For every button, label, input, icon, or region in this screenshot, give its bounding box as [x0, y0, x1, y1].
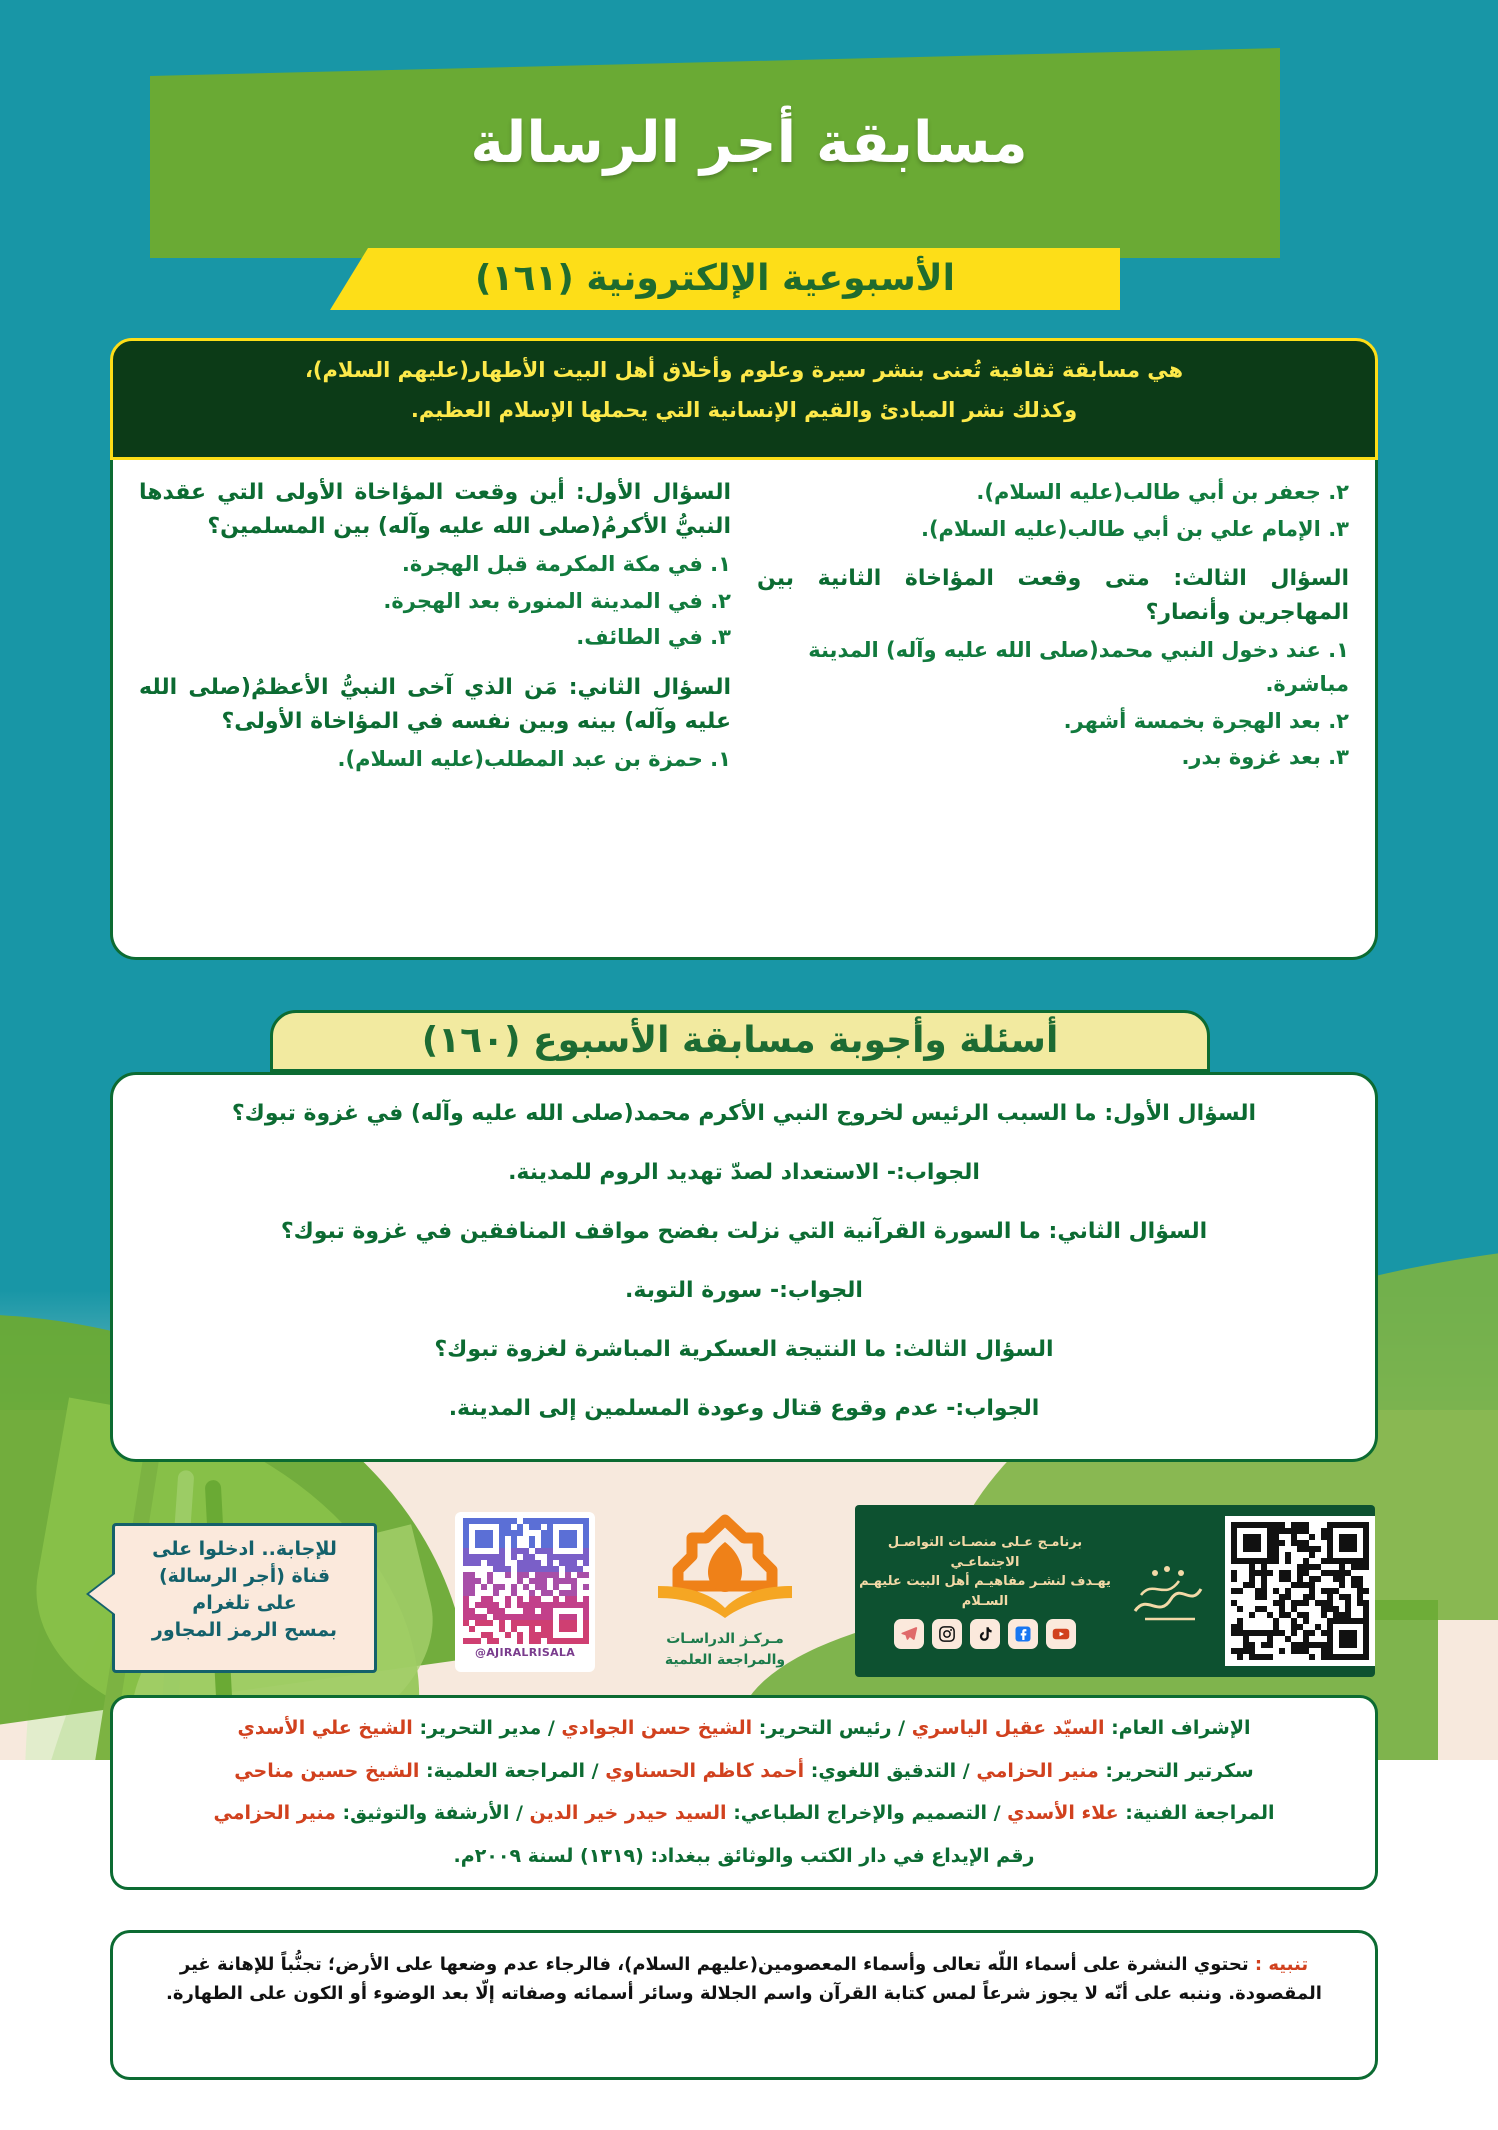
- youtube-icon[interactable]: [1046, 1619, 1076, 1649]
- logo-caption-1: مـركـز الدراسـات: [666, 1631, 784, 1647]
- credit-1-name-2: الشيخ حسن الجوادي: [561, 1717, 753, 1739]
- notice-label: تنبيه :: [1254, 1954, 1309, 1975]
- answer-item-5: السؤال الثالث: ما النتيجة العسكرية المباشرة لغزوة تبوك؟: [434, 1337, 1054, 1362]
- answer-item-3: السؤال الثاني: ما السورة القرآنية التي نزلت بفضح مواقف المنافقين في غزوة تبوك؟: [280, 1219, 1208, 1244]
- q1-title: السؤال الأول: أين وقعت المؤاخاة الأولى التي عقدها النبيُّ الأكرمُ(صلى الله عليه وآله) بين المسلمين؟: [139, 480, 731, 540]
- question-3: [757, 562, 1349, 775]
- credit-line-2: [141, 1757, 1347, 1786]
- credit-2-name-3: الشيخ حسين مناحي: [234, 1759, 420, 1782]
- answer-item-1: السؤال الأول: ما السبب الرئيس لخروج النبي الأكرم محمد(صلى الله عليه وآله) في غزوة تبوك؟: [231, 1101, 1257, 1126]
- intro-line-1: هي مسابقة ثقافية تُعنى بنشر سيرة وعلوم وأخلاق أهل البيت الأطهار(عليهم السلام)،: [304, 358, 1184, 382]
- notice-text-1: تحتوي النشرة على أسماء اللّه تعالى وأسماء المعصومين(عليهم السلام)، فالرجاء عدم وضعها على الأرض؛ تجنُّباً للإهانة غير: [179, 1954, 1249, 1975]
- question-2: [139, 671, 731, 777]
- q2-options-continued: [757, 476, 1349, 546]
- facebook-icon[interactable]: [1008, 1619, 1038, 1649]
- study-center-logo-icon: [640, 1512, 810, 1624]
- credit-2-label: سكرتير التحرير:: [1105, 1759, 1254, 1782]
- deposit-number-line: رقم الإيداع في دار الكتب والوثائق ببغداد: (١٣١٩) لسنة ٢٠٠٩م.: [453, 1844, 1035, 1867]
- credit-1-mid-2: / مدير التحرير:: [419, 1717, 555, 1739]
- questions-column-left: [757, 476, 1349, 939]
- telegram-qr-card[interactable]: [455, 1512, 595, 1672]
- q2-title: السؤال الثاني: مَن الذي آخى النبيُّ الأعظمُ(صلى الله عليه وآله) بينه وبين نفسه في المؤاخاة الأولى؟: [139, 674, 731, 735]
- qr-code-icon[interactable]: [463, 1518, 589, 1644]
- callout-line-1: للإجابة.. ادخلوا على: [152, 1538, 337, 1560]
- answers-banner-title: أسئلة وأجوبة مسابقة الأسبوع (١٦٠): [421, 1020, 1059, 1061]
- logo-caption-2: والمراجعة العلمية: [664, 1651, 786, 1668]
- q1-option-3: ٣. في الطائف.: [576, 625, 731, 650]
- callout-line-2: قناة (أجر الرسالة): [158, 1564, 331, 1587]
- credit-1-name-3: الشيخ علي الأسدي: [237, 1717, 413, 1739]
- answers-box: [110, 1072, 1378, 1462]
- telegram-callout: [112, 1523, 377, 1673]
- q1-option-2: ٢. في المدينة المنورة بعد الهجرة.: [383, 588, 731, 613]
- q3-title: السؤال الثالث: متى وقعت المؤاخاة الثانية بين المهاجرين وأنصار؟: [757, 566, 1349, 626]
- notice-box: [110, 1930, 1378, 2080]
- credit-line-3: [141, 1799, 1347, 1828]
- issue-subtitle: الأسبوعية الإلكترونية (١٦١): [475, 258, 955, 299]
- question-1: [139, 476, 731, 655]
- credit-2-name-1: منير الحزامي: [976, 1759, 1099, 1782]
- credit-2-mid-2: / المراجعة العلمية:: [426, 1759, 599, 1782]
- credit-3-name-3: منير الحزامي: [213, 1802, 336, 1824]
- questions-columns: [139, 476, 1349, 939]
- credits-box: [110, 1695, 1378, 1890]
- q2-option-2: ٢. جعفر بن أبي طالب(عليه السلام).: [976, 480, 1349, 504]
- strip-text-line-2: يهـدف لنشـر مفاهيـم أهل البيت عليهـم السـلام: [859, 1574, 1111, 1609]
- callout-line-4: بمسح الرمز المجاور: [151, 1618, 338, 1641]
- questions-box: [110, 460, 1378, 960]
- credit-3-name-2: السيد حيدر خير الدين: [529, 1802, 727, 1824]
- credit-2-mid-1: / التدقيق اللغوي:: [810, 1759, 970, 1782]
- credit-3-mid-2: / الأرشفة والتوثيق:: [342, 1802, 523, 1824]
- instagram-icon[interactable]: [932, 1619, 962, 1649]
- credit-2-name-2: أحمد كاظم الحسناوي: [605, 1759, 805, 1782]
- q3-option-1: ١. عند دخول النبي محمد(صلى الله عليه وآله) المدينة مباشرة.: [808, 638, 1349, 696]
- credit-3-name-1: علاء الأسدي: [1007, 1802, 1119, 1824]
- strip-text-line-1: برنامـج عـلى منصـات التواصـل الاجتماعـي: [887, 1535, 1083, 1570]
- telegram-handle: @AJIRALRISALA: [474, 1646, 576, 1659]
- q3-option-2: ٢. بعد الهجرة بخمسة أشهر.: [1063, 708, 1349, 733]
- program-qr-card[interactable]: [1225, 1516, 1375, 1666]
- callout-line-3: على تلغرام: [192, 1591, 297, 1614]
- answer-item-4: الجواب:- سورة التوبة.: [625, 1278, 863, 1303]
- credit-3-mid-1: / التصميم والإخراج الطباعي:: [733, 1802, 1001, 1824]
- answer-item-2: الجواب:- الاستعداد لصدّ تهديد الروم للمدينة.: [508, 1160, 980, 1185]
- intro-line-2: وكذلك نشر المبادئ والقيم الإنسانية التي يحملها الإسلام العظيم.: [410, 397, 1078, 422]
- q2-option-3: ٣. الإمام علي بن أبي طالب(عليه السلام).: [920, 516, 1349, 541]
- intro-box: [110, 338, 1378, 460]
- center-logo: [640, 1512, 810, 1677]
- credit-line-1: [141, 1714, 1347, 1743]
- credit-3-label: المراجعة الفنية:: [1125, 1802, 1275, 1824]
- page-title: مسابقة أجر الرسالة: [470, 110, 1028, 176]
- telegram-icon[interactable]: [894, 1619, 924, 1649]
- q1-option-1: ١. في مكة المكرمة قبل الهجرة.: [401, 552, 731, 577]
- notice-line-2: المقصودة. وننبه على أنّه لا يجوز شرعاً لمس كتابة القرآن واسم الجلالة وسائر أسمائه وصفاته إلّا بعد الوضوء أو الكون على الطهارة.: [166, 1982, 1322, 2004]
- questions-column-right: [139, 476, 731, 939]
- notice-line-1: [139, 1951, 1349, 1980]
- credit-1-mid-1: / رئيس التحرير:: [758, 1717, 906, 1739]
- social-icons-row: [859, 1619, 1111, 1649]
- calligraphy-emblem: [1119, 1549, 1215, 1633]
- social-media-strip: [855, 1505, 1375, 1677]
- credit-1-label: الإشراف العام:: [1111, 1717, 1251, 1739]
- strip-text-area: [855, 1533, 1119, 1649]
- q3-option-3: ٣. بعد غزوة بدر.: [1181, 745, 1349, 770]
- credit-1-name-1: السيّد عقيل الياسري: [911, 1717, 1105, 1739]
- qr-code-icon[interactable]: [1231, 1522, 1369, 1660]
- answer-item-6: الجواب:- عدم وقوع قتال وعودة المسلمين إلى المدينة.: [448, 1396, 1040, 1421]
- q2-option-1: ١. حمزة بن عبد المطلب(عليه السلام).: [337, 747, 731, 772]
- arabic-calligraphy-icon: [1125, 1549, 1209, 1633]
- tiktok-icon[interactable]: [970, 1619, 1000, 1649]
